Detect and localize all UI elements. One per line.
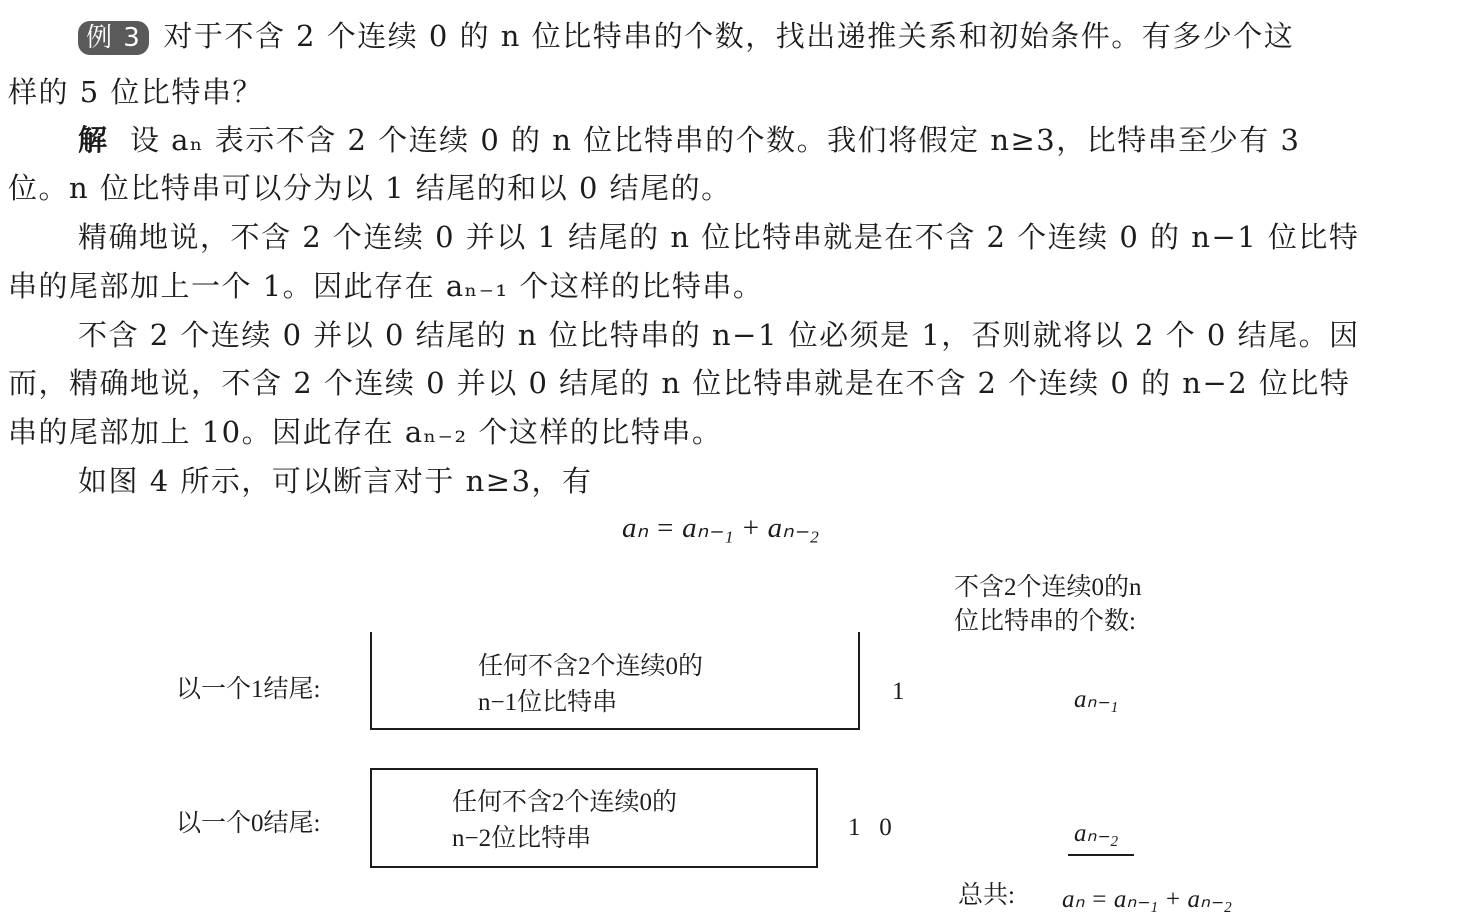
question-line-2: 样的 5 位比特串？ bbox=[8, 75, 263, 109]
row1-box-line-1: 任何不含2个连续0的 bbox=[478, 653, 704, 680]
para2-line-2: 串的尾部加上一个 1。因此存在 aₙ₋₁ 个这样的比特串。 bbox=[8, 269, 764, 303]
para3-line-2: 而，精确地说，不含 2 个连续 0 并以 0 结尾的 n 位比特串就是在不含 2 个连续 0 的 n−2 位比特 bbox=[8, 366, 1351, 400]
row2-suffix: 1 0 bbox=[848, 814, 892, 841]
figure-header-line-1: 不含2个连续0的n bbox=[954, 574, 1142, 601]
para1-text-1: 设 aₙ 表示不含 2 个连续 0 的 n 位比特串的个数。我们将假定 n≥3，比特串至少有 3 bbox=[129, 123, 1301, 157]
total-label: 总共: bbox=[958, 882, 1015, 909]
row2-count: aₙ₋₂ bbox=[1074, 820, 1119, 847]
question-line-1 bbox=[78, 16, 1467, 56]
sum-rule bbox=[1068, 854, 1134, 856]
para2-line-1: 精确地说，不含 2 个连续 0 并以 1 结尾的 n 位比特串就是在不含 2 个连续 0 的 n−1 位比特 bbox=[78, 220, 1360, 254]
recurrence-formula: aₙ = aₙ₋₁ + aₙ₋₂ bbox=[622, 512, 820, 544]
row1-count: aₙ₋₁ bbox=[1074, 686, 1119, 713]
row1-label: 以一个1结尾: bbox=[176, 676, 321, 703]
row2-label: 以一个0结尾: bbox=[176, 810, 321, 837]
row1-suffix: 1 bbox=[892, 678, 905, 705]
para1-line-1 bbox=[78, 120, 1467, 160]
figure-header-line-2: 位比特串的个数: bbox=[954, 608, 1136, 635]
row2-box-line-1: 任何不含2个连续0的 bbox=[452, 789, 678, 816]
total-formula: aₙ = aₙ₋₁ + aₙ₋₂ bbox=[1062, 886, 1232, 913]
para3-line-1: 不含 2 个连续 0 并以 0 结尾的 n 位比特串的 n−1 位必须是 1，否则就将以 2 个 0 结尾。因 bbox=[78, 318, 1360, 352]
row1-box-line-2: n−1位比特串 bbox=[478, 689, 618, 716]
para4-line: 如图 4 所示，可以断言对于 n≥3，有 bbox=[78, 464, 593, 498]
row2-box-line-2: n−2位比特串 bbox=[452, 825, 592, 852]
example-tag: 例 3 bbox=[78, 21, 149, 55]
para3-line-3: 串的尾部加上 10。因此存在 aₙ₋₂ 个这样的比特串。 bbox=[8, 415, 723, 449]
question-text-1: 对于不含 2 个连续 0 的 n 位比特串的个数，找出递推关系和初始条件。有多少个这 bbox=[163, 19, 1295, 53]
solution-label: 解 bbox=[78, 123, 109, 157]
para1-line-2: 位。n 位比特串可以分为以 1 结尾的和以 0 结尾的。 bbox=[8, 171, 732, 205]
